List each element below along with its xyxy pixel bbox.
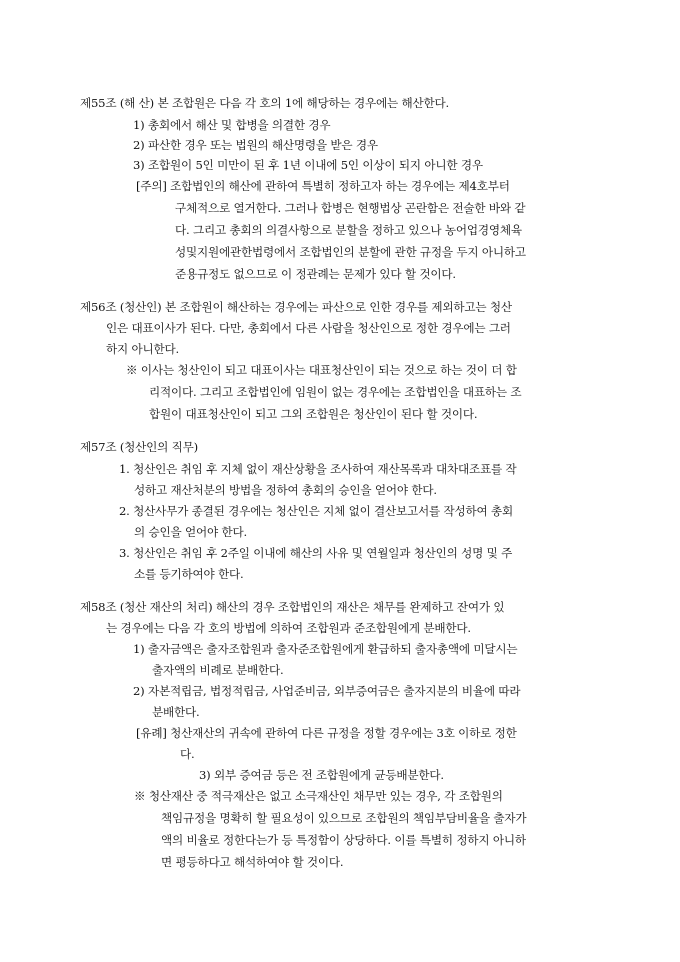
article-57-item-2-line-2: 의 승인을 얻어야 한다. — [134, 525, 247, 539]
article-58-item-1-line-1: 1) 출자금액은 출자조합원과 출자준조합원에게 환급하되 출자총액에 미달시는 — [133, 642, 518, 656]
article-55-item-1: 1) 총회에서 해산 및 합병을 의결한 경우 — [133, 118, 331, 132]
article-58-line-2: 는 경우에는 다음 각 호의 방법에 의하여 조합원과 준조합원에게 분배한다. — [106, 621, 471, 635]
article-58-note-line-4: 면 평등하다고 해석하여야 할 것이다. — [161, 855, 344, 869]
article-58-item-1-line-2: 출자액의 비례로 분배한다. — [152, 663, 284, 677]
article-57-item-3-line-1: 3. 청산인은 취임 후 2주일 이내에 해산의 사유 및 연월일과 청산인의 성명 및 주 — [119, 546, 513, 560]
article-58-item-2-line-2: 분배한다. — [152, 705, 200, 719]
article-55-note-line-4: 성및지원에관한법령에서 조합법인의 분할에 관한 규정을 두지 아니하고 — [175, 245, 526, 259]
article-55-note-line-3: 다. 그리고 총회의 의결사항으로 분할을 정하고 있으나 농어업경영체육 — [175, 223, 522, 237]
article-56-line-3: 하지 아니한다. — [106, 342, 179, 356]
article-58-example-line-2: 다. — [180, 747, 195, 761]
article-56-note-line-1: ※ 이사는 청산인이 되고 대표이사는 대표청산인이 되는 것으로 하는 것이 더 합 — [126, 363, 517, 377]
article-56-line-1: 제56조 (청산인) 본 조합원이 해산하는 경우에는 파산으로 인한 경우를 제외하고는 청산 — [80, 300, 512, 314]
article-55-note-line-2: 구체적으로 열거한다. 그러나 합병은 현행법상 곤란함은 전술한 바와 같 — [175, 201, 526, 215]
article-55-note-line-1: [주의] 조합법인의 해산에 관하여 특별히 정하고자 하는 경우에는 제4호부터 — [136, 179, 510, 193]
article-58-note-line-3: 액의 비율로 정한다는가 등 특정함이 상당하다. 이를 특별히 정하지 아니하 — [161, 833, 526, 847]
article-58-example-line-1: [유례] 청산재산의 귀속에 관하여 다른 규정을 정할 경우에는 3호 이하로 정한 — [136, 726, 517, 740]
article-56-note-line-2: 리적이다. 그리고 조합법인에 임원이 없는 경우에는 조합법인을 대표하는 조 — [149, 385, 522, 399]
article-58-line-1: 제58조 (청산 재산의 처리) 해산의 경우 조합법인의 재산은 채무를 완제하고 잔여가 있 — [80, 600, 505, 614]
article-55-item-2: 2) 파산한 경우 또는 법원의 해산명령을 받은 경우 — [133, 138, 378, 152]
article-57-item-3-line-2: 소를 등기하여야 한다. — [134, 567, 244, 581]
article-56-line-2: 인은 대표이사가 된다. 다만, 총회에서 다른 사람을 청산인으로 정한 경우에는 그러 — [106, 321, 511, 335]
article-57-heading: 제57조 (청산인의 직무) — [80, 440, 198, 454]
article-58-note-line-2: 책임규정을 명확히 할 필요성이 있으므로 조합원의 책임부담비율을 출자가 — [161, 811, 527, 825]
article-57-item-1-line-1: 1. 청산인은 취임 후 지체 없이 재산상황을 조사하여 재산목록과 대차대조표를 작 — [119, 462, 517, 476]
article-57-item-2-line-1: 2. 청산사무가 종결된 경우에는 청산인은 지체 없이 결산보고서를 작성하여 총회 — [119, 504, 514, 518]
article-55-note-line-5: 준용규정도 없으므로 이 정관례는 문제가 있다 할 것이다. — [175, 267, 456, 281]
article-58-example-item-3: 3) 외부 증여금 등은 전 조합원에게 균등배분한다. — [199, 768, 444, 782]
article-58-note-line-1: ※ 청산재산 중 적극재산은 없고 소극재산인 채무만 있는 경우, 각 조합원의 — [134, 789, 503, 803]
article-55-heading: 제55조 (해 산) 본 조합원은 다음 각 호의 1에 해당하는 경우에는 해산한다. — [80, 96, 449, 110]
article-56-note-line-3: 합원이 대표청산인이 되고 그외 조합원은 청산인이 된다 할 것이다. — [149, 407, 478, 421]
article-55-item-3: 3) 조합원이 5인 미만이 된 후 1년 이내에 5인 이상이 되지 아니한 경우 — [133, 158, 483, 172]
article-58-item-2-line-1: 2) 자본적립금, 법정적립금, 사업준비금, 외부증여금은 출자지분의 비율에 따라 — [133, 684, 521, 698]
article-57-item-1-line-2: 성하고 재산처분의 방법을 정하여 총회의 승인을 얻어야 한다. — [134, 483, 437, 497]
